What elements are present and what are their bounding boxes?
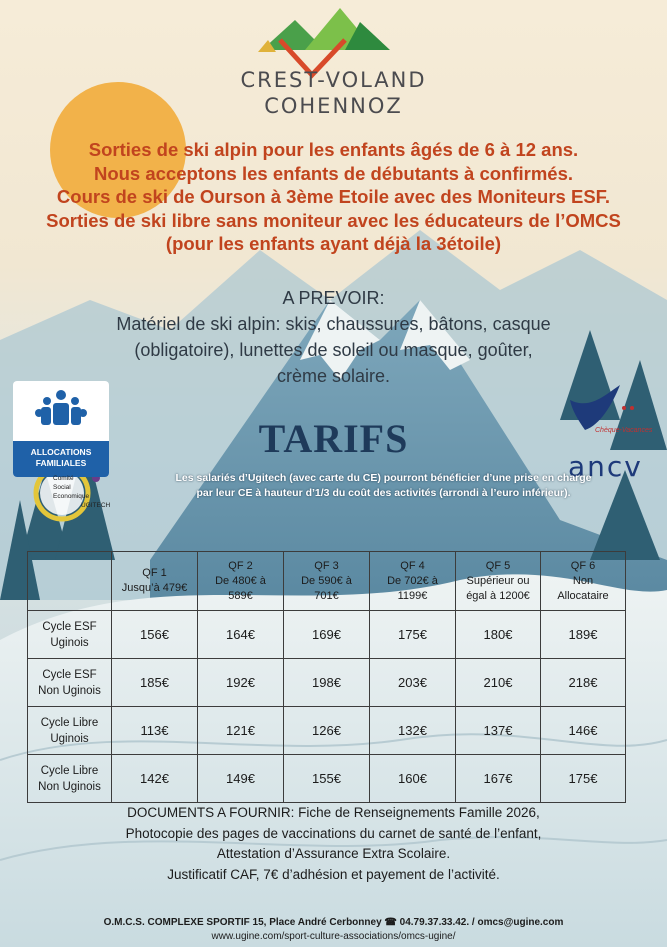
price-cell: 192€ xyxy=(198,659,284,707)
price-cell: 121€ xyxy=(198,707,284,755)
price-cell: 198€ xyxy=(284,659,370,707)
table-header-cell: QF 1 Jusqu’à 479€ xyxy=(112,552,198,611)
table-row xyxy=(28,659,626,707)
ce-logo-line: Economique xyxy=(53,493,90,500)
documents-line: DOCUMENTS A FOURNIR: Fiche de Renseignements Famille 2026, xyxy=(127,805,540,820)
ancv-tagline: Chèque-Vacances xyxy=(595,427,653,434)
ce-logo-line: UGITECH xyxy=(81,502,111,509)
price-cell: 164€ xyxy=(198,611,284,659)
price-cell: 149€ xyxy=(198,755,284,803)
price-cell: 167€ xyxy=(456,755,541,803)
price-cell: 185€ xyxy=(112,659,198,707)
headline-line: (pour les enfants ayant déjà la 3étoile) xyxy=(165,233,502,254)
price-cell: 132€ xyxy=(370,707,456,755)
row-header-cell: Cycle ESF Non Uginois xyxy=(28,659,112,707)
row-header-cell: Cycle ESF Uginois xyxy=(28,611,112,659)
price-cell: 137€ xyxy=(456,707,541,755)
table-header-cell: QF 6 Non Allocataire xyxy=(541,552,626,611)
logo-line2: COHENNOZ xyxy=(264,94,403,118)
footer xyxy=(0,916,667,944)
ancv-brand: ancv xyxy=(568,450,643,483)
table-header-cell: QF 5 Supérieur ou égal à 1200€ xyxy=(456,552,541,611)
price-cell: 175€ xyxy=(370,611,456,659)
ce-note-line: Les salariés d’Ugitech (avec carte du CE) pourront bénéficier d’une prise en charge xyxy=(175,472,592,484)
table-row xyxy=(28,611,626,659)
ce-note-line: par leur CE à hauteur d’1/3 du coût des activités (arrondi à l’euro inférieur). xyxy=(196,487,571,499)
crest-voland-logo-mark xyxy=(258,8,390,75)
price-cell: 146€ xyxy=(541,707,626,755)
row-header-cell: Cycle Libre Uginois xyxy=(28,707,112,755)
table-row xyxy=(28,755,626,803)
price-cell: 175€ xyxy=(541,755,626,803)
tariff-table xyxy=(27,551,626,803)
price-cell: 126€ xyxy=(284,707,370,755)
price-cell: 203€ xyxy=(370,659,456,707)
headline-block xyxy=(20,138,647,256)
ce-logo-line: Social xyxy=(53,484,71,491)
headline-line: Cours de ski de Ourson à 3ème Etoile avec des Moniteurs ESF. xyxy=(56,186,611,207)
table-header-cell: QF 2 De 480€ à 589€ xyxy=(198,552,284,611)
prevoir-line: Matériel de ski alpin: skis, chaussures, bâtons, casque xyxy=(116,314,551,334)
ce-logo-line: Comité xyxy=(53,475,74,482)
caf-line2: FAMILIALES xyxy=(35,458,87,468)
table-header-row xyxy=(28,552,626,611)
documents-line: Attestation d’Assurance Extra Scolaire. xyxy=(216,846,451,861)
footer-contact: O.M.C.S. COMPLEXE SPORTIF 15, Place André Cerbonney ☎ 04.79.37.33.42. / omcs@ugine.com xyxy=(103,917,564,928)
table-header-cell: QF 4 De 702€ à 1199€ xyxy=(370,552,456,611)
footer-website-link[interactable]: www.ugine.com/sport-culture-associations/omcs-ugine/ xyxy=(211,931,456,942)
price-cell: 142€ xyxy=(112,755,198,803)
prevoir-title: A PREVOIR: xyxy=(282,288,385,308)
prevoir-line: crème solaire. xyxy=(276,366,391,386)
headline-line: Sorties de ski alpin pour les enfants âgés de 6 à 12 ans. xyxy=(88,139,579,160)
table-row xyxy=(28,707,626,755)
caf-line1: ALLOCATIONS xyxy=(30,447,92,457)
documents-line: Justificatif CAF, 7€ d’adhésion et payement de l’activité. xyxy=(167,866,500,882)
headline-line: Nous acceptons les enfants de débutants à confirmés. xyxy=(93,162,574,184)
prevoir-line: (obligatoire), lunettes de soleil ou masque, goûter, xyxy=(134,340,533,360)
price-cell: 113€ xyxy=(112,707,198,755)
headline-line: Sorties de ski libre sans moniteur avec les éducateurs de l’OMCS xyxy=(46,209,621,231)
documents-block xyxy=(40,803,627,885)
prevoir-block xyxy=(40,285,627,389)
table-corner-cell xyxy=(28,552,112,611)
tarifs-title: TARIFS xyxy=(258,416,409,461)
documents-line: Photocopie des pages de vaccinations du carnet de santé de l’enfant, xyxy=(125,825,542,841)
ce-note xyxy=(120,471,647,501)
table-header-cell: QF 3 De 590€ à 701€ xyxy=(284,552,370,611)
price-cell: 180€ xyxy=(456,611,541,659)
price-cell: 160€ xyxy=(370,755,456,803)
price-cell: 155€ xyxy=(284,755,370,803)
price-cell: 156€ xyxy=(112,611,198,659)
price-cell: 218€ xyxy=(541,659,626,707)
price-cell: 169€ xyxy=(284,611,370,659)
price-cell: 189€ xyxy=(541,611,626,659)
row-header-cell: Cycle Libre Non Uginois xyxy=(28,755,112,803)
price-cell: 210€ xyxy=(456,659,541,707)
logo-line1: CREST-VOLAND xyxy=(240,68,427,92)
ce-ugitech-logo-text xyxy=(53,474,110,510)
